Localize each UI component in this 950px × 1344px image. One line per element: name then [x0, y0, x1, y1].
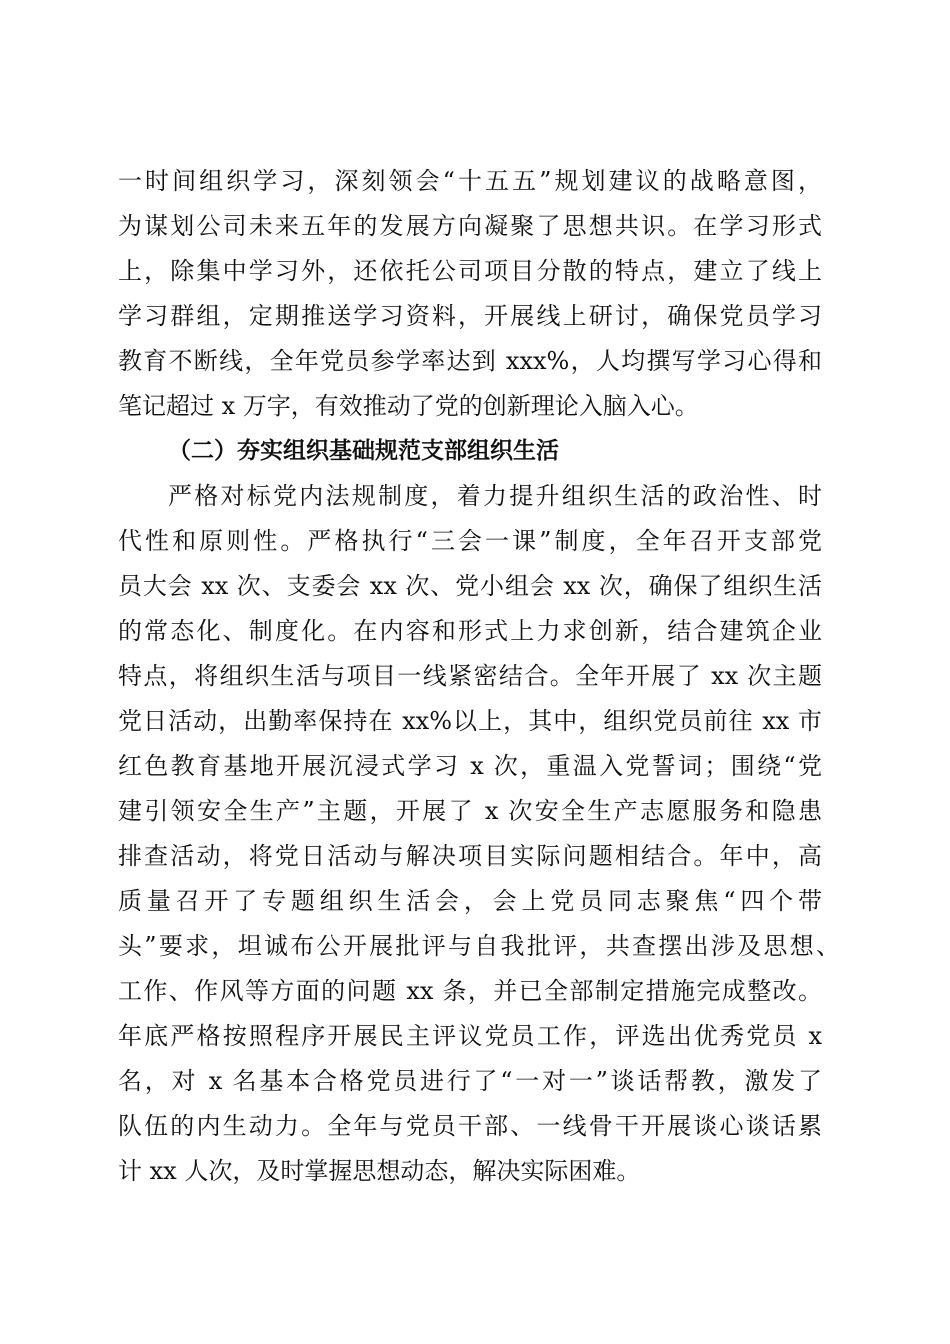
paragraph-line: 代性和原则性。严格执行“三会一课”制度，全年召开支部党	[118, 527, 822, 555]
paragraph-line: 队伍的内生动力。全年与党员干部、一线骨干开展谈心谈话累	[118, 1112, 822, 1140]
paragraph-line: 特点，将组织生活与项目一线紧密结合。全年开展了 xx 次主题	[118, 662, 822, 690]
paragraph-line: 名，对 x 名基本合格党员进行了“一对一”谈话帮教，激发了	[118, 1067, 822, 1095]
paragraph-line: 计 xx 人次，及时掌握思想动态，解决实际困难。	[118, 1157, 641, 1185]
paragraph-line: 教育不断线，全年党员参学率达到 xxx%，人均撰写学习心得和	[118, 347, 822, 375]
paragraph-line: 员大会 xx 次、支委会 xx 次、党小组会 xx 次，确保了组织生活	[118, 572, 822, 600]
paragraph-line: 建引领安全生产”主题，开展了 x 次安全生产志愿服务和隐患	[118, 797, 822, 825]
paragraph-line: 红色教育基地开展沉浸式学习 x 次，重温入党誓词；围绕“党	[118, 752, 822, 780]
paragraph-line: 笔记超过 x 万字，有效推动了党的创新理论入脑入心。	[118, 392, 699, 420]
paragraph-line: 上，除集中学习外，还依托公司项目分散的特点，建立了线上	[118, 257, 822, 285]
paragraph-line: 一时间组织学习，深刻领会“十五五”规划建议的战略意图，	[118, 167, 822, 195]
section-heading: （二）夯实组织基础规范支部组织生活	[168, 438, 559, 464]
paragraph-line: 头”要求，坦诚布公开展批评与自我批评，共查摆出涉及思想、	[118, 932, 840, 960]
paragraph-line: 学习群组，定期推送学习资料，开展线上研讨，确保党员学习	[118, 302, 822, 330]
paragraph-line: 质量召开了专题组织生活会，会上党员同志聚焦“四个带	[118, 887, 822, 915]
paragraph-line: 排查活动，将党日活动与解决项目实际问题相结合。年中，高	[118, 842, 822, 870]
paragraph-line: 党日活动，出勤率保持在 xx%以上，其中，组织党员前往 xx 市	[118, 707, 822, 735]
paragraph-line: 年底严格按照程序开展民主评议党员工作，评选出优秀党员 x	[118, 1022, 822, 1050]
paragraph-line: 为谋划公司未来五年的发展方向凝聚了思想共识。在学习形式	[118, 212, 822, 240]
paragraph-line: 严格对标党内法规制度，着力提升组织生活的政治性、时	[168, 482, 822, 510]
paragraph-line: 的常态化、制度化。在内容和形式上力求创新，结合建筑企业	[118, 617, 822, 645]
paragraph-line: 工作、作风等方面的问题 xx 条，并已全部制定措施完成整改。	[118, 977, 822, 1005]
